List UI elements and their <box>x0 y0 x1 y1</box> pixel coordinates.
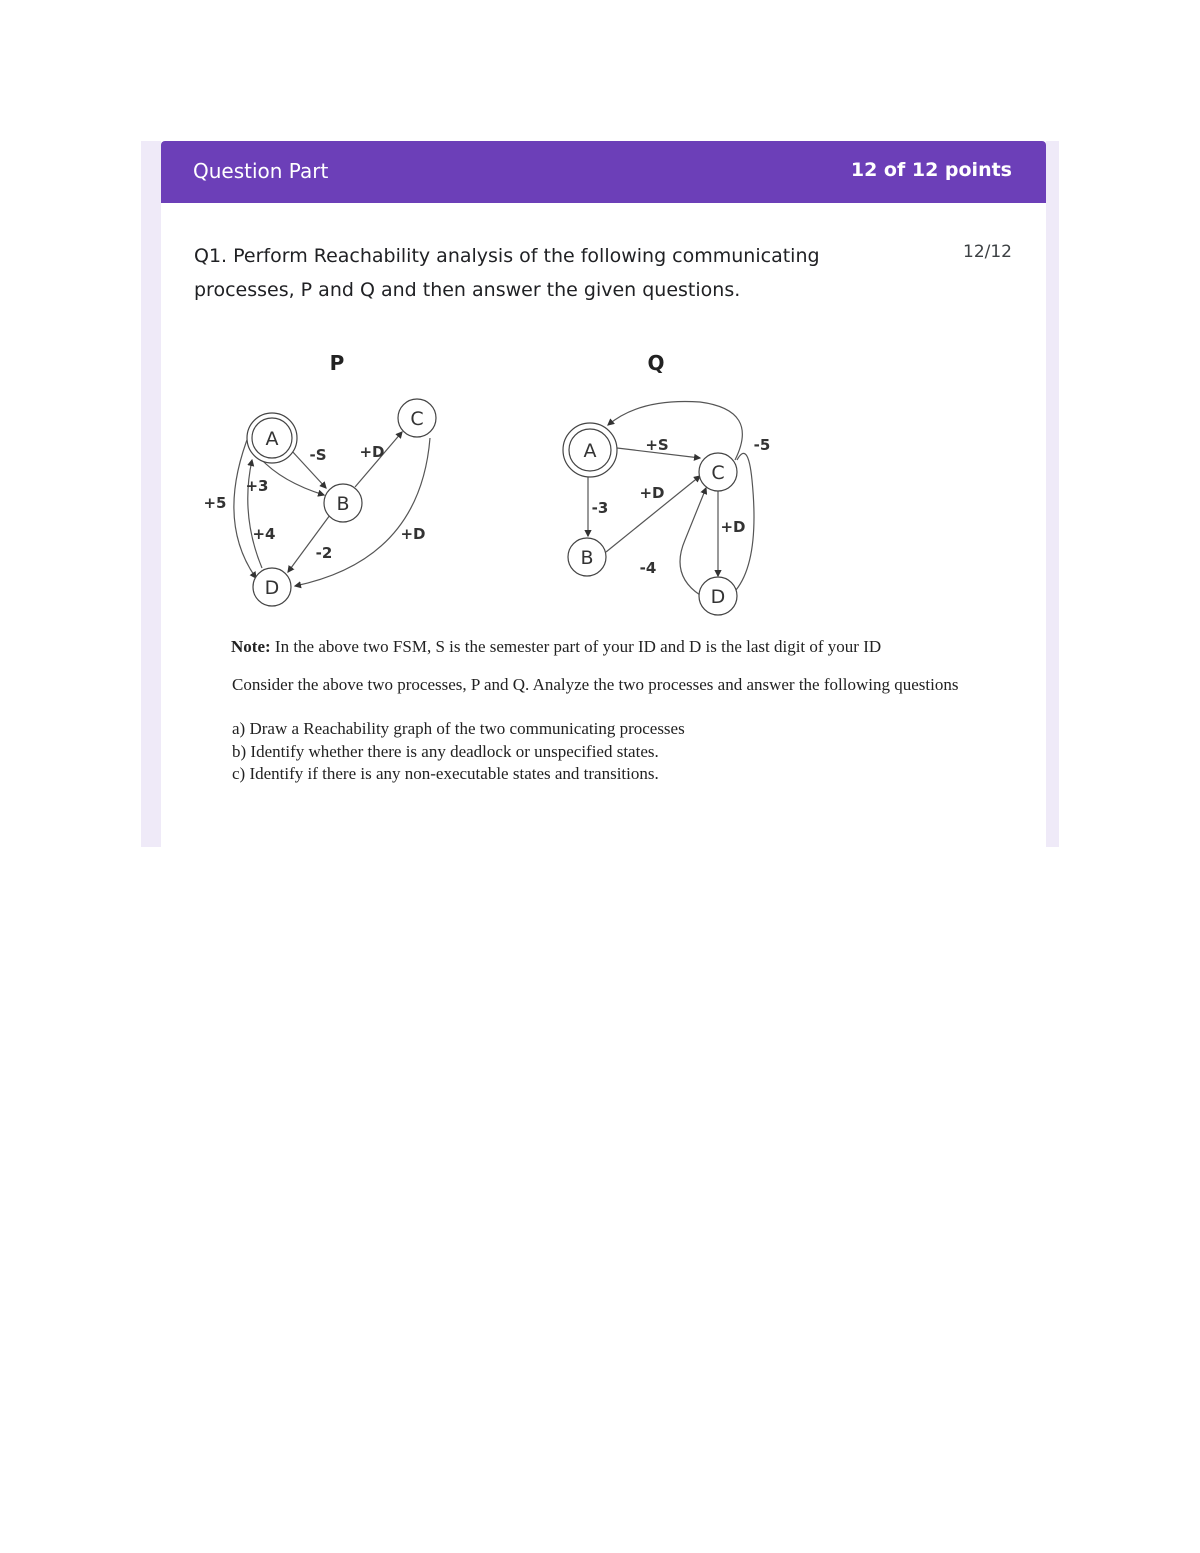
svg-text:C: C <box>410 408 424 430</box>
q-label-plus-s: +S <box>645 436 669 454</box>
instructions-intro: Consider the above two processes, P and Q. Analyze the two processes and answer the following questions <box>232 675 959 694</box>
q-state-b <box>568 538 606 576</box>
instructions-list <box>232 718 685 786</box>
q-edge-c-a <box>608 401 742 460</box>
q-label-plus-d-cd: +D <box>720 518 746 536</box>
note-label: Note: <box>231 637 271 656</box>
svg-text:D: D <box>264 577 280 599</box>
list-item: a) Draw a Reachability graph of the two communicating processes <box>232 719 685 738</box>
svg-text:A: A <box>265 428 279 450</box>
q-state-d <box>699 577 737 615</box>
p-label-plus-4: +4 <box>252 525 276 543</box>
question-card <box>161 141 1046 847</box>
note-text <box>231 637 881 657</box>
p-state-d <box>253 568 291 606</box>
q-state-a <box>563 423 617 477</box>
q-state-c <box>699 453 737 491</box>
p-label-minus-2: -2 <box>315 544 333 562</box>
total-points: 12 of 12 points <box>850 159 1012 181</box>
question-score: 12/12 <box>963 242 1012 262</box>
q-label-minus-3: -3 <box>591 499 609 517</box>
p-label-plus-d-bc: +D <box>359 443 385 461</box>
p-state-b <box>324 484 362 522</box>
fsm-q-title: Q <box>647 351 665 375</box>
q-label-minus-5: -5 <box>753 436 771 454</box>
list-item: c) Identify if there is any non-executable states and transitions. <box>232 764 659 783</box>
p-label-plus-d-cd: +D <box>400 525 426 543</box>
svg-text:D: D <box>710 586 726 608</box>
section-title: Question Part <box>193 159 329 183</box>
p-label-plus-3: +3 <box>245 477 269 495</box>
q-edge-d-c <box>680 488 706 595</box>
fsm-p-title: P <box>329 351 345 375</box>
p-state-a <box>247 413 297 463</box>
svg-text:B: B <box>336 493 350 515</box>
p-label-plus-5: +5 <box>203 494 227 512</box>
section-header <box>161 141 1046 203</box>
q-label-plus-d-bc: +D <box>639 484 665 502</box>
question-text: Q1. Perform Reachability analysis of the following communicating processes, P and Q and then answer the given questions. <box>194 245 820 301</box>
q-label-minus-4: -4 <box>639 559 657 577</box>
fsm-diagram <box>161 341 1046 631</box>
note-body: In the above two FSM, S is the semester part of your ID and D is the last digit of your ID <box>274 637 882 656</box>
svg-text:B: B <box>580 547 594 569</box>
svg-text:C: C <box>711 462 725 484</box>
svg-text:A: A <box>583 440 597 462</box>
p-state-c <box>398 399 436 437</box>
p-label-minus-s: -S <box>309 446 327 464</box>
list-item: b) Identify whether there is any deadlock or unspecified states. <box>232 741 659 761</box>
